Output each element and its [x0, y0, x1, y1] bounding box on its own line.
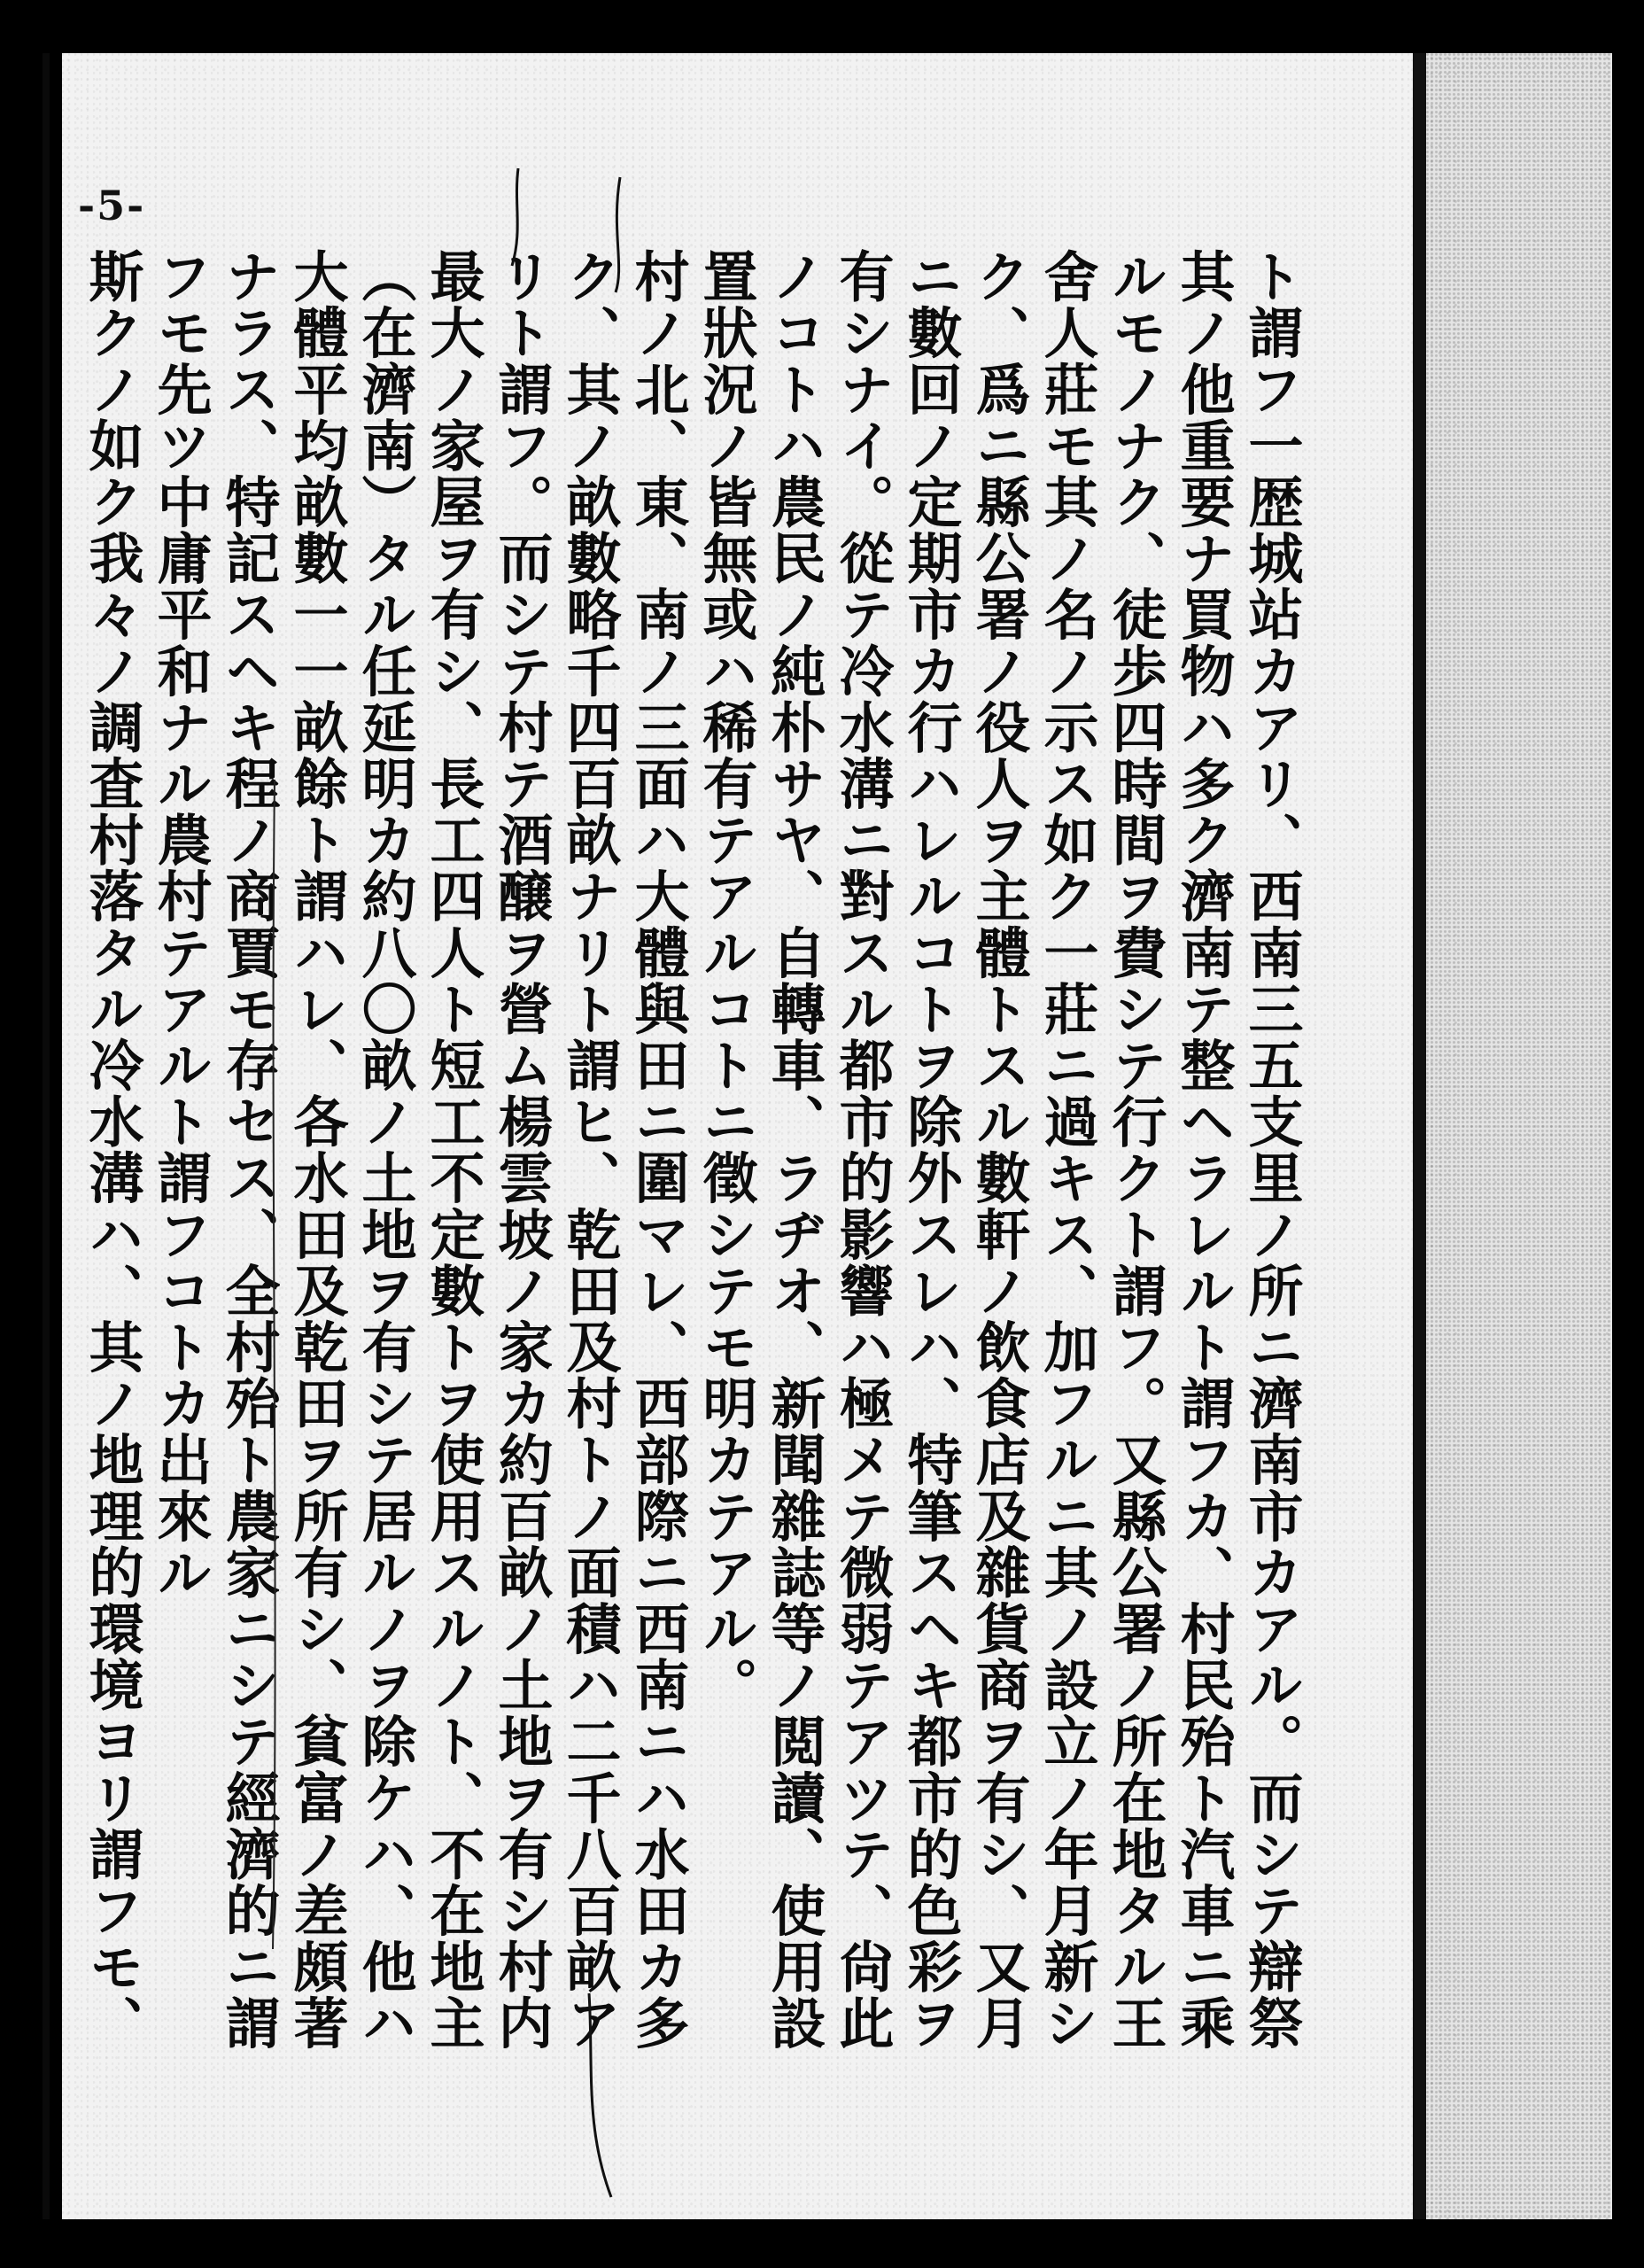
text-column-15: 大體平均畝數一一畝餘ト謂ハレ、各水田及乾田ヲ所有シ、貧富ノ差頗著 — [284, 248, 349, 2052]
text-column-18: 斯クノ如ク我々ノ調査村落タル冷水溝ハ、其ノ地理的環境ヨリ謂フモ、 — [80, 248, 144, 2052]
text-column-17: フモ先ツ中庸平和ナル農村テアルト謂フコトカ出來ル — [148, 248, 213, 1601]
text-column-3: ルモノナク、徒歩四時間ヲ費シテ行クト謂フ。又縣公署ノ所在地タル王 — [1103, 248, 1167, 2052]
text-column-10: 村ノ北、東、南ノ三面ハ大體與田ニ圍マレ、西部際ニ西南ニハ水田カ多 — [625, 248, 690, 2052]
text-column-12: リト謂フ。而シテ村テ酒醸ヲ營ム楊雲坡ノ家カ約百畝ノ土地ヲ有シ村内 — [489, 248, 554, 2052]
text-column-14: （在濟南）タル任延明カ約八〇畝ノ土地ヲ有シテ居ルノヲ除ケハ、他ハ — [353, 248, 417, 2052]
page-gutter — [1413, 53, 1426, 2219]
binding-edge — [43, 53, 50, 2219]
text-column-4: 舍人莊モ其ノ名ノ示ス如ク一莊ニ過キス、加フルニ其ノ設立ノ年月新シ — [1035, 248, 1099, 2052]
text-column-9: 置狀況ノ皆無或ハ稀有テアルコトニ徵シテモ明カテアル。 — [694, 248, 758, 1713]
adjacent-page-edge — [1426, 53, 1612, 2219]
text-column-5: ク、爲ニ縣公署ノ役人ヲ主體トスル數軒ノ飲食店及雜貨商ヲ有シ、又月 — [966, 248, 1031, 2052]
text-column-6: ニ數回ノ定期市カ行ハレルコトヲ除外スレハ、特筆スヘキ都市的色彩ヲ — [898, 248, 963, 2052]
text-column-13: 最大ノ家屋ヲ有シ、長工四人ト短工不定數トヲ使用スルノト、不在地主 — [421, 248, 485, 2052]
text-column-16: ナラス、特記スヘキ程ノ商賈モ存セス、全村殆ト農家ニシテ經濟的ニ謂 — [216, 248, 281, 2052]
page-number: -5- — [78, 182, 146, 229]
text-column-2: 其ノ他重要ナ買物ハ多ク濟南テ整ヘラレルト謂フカ、村民殆ト汽車ニ乘 — [1171, 248, 1236, 2052]
text-column-7: 有シナイ。從テ冷水溝ニ對スル都市的影響ハ極メテ微弱テアツテ、尙此 — [830, 248, 895, 2052]
text-column-1: ト謂フ一歴城站カアリ、西南三五支里ノ所ニ濟南市カアル。而シテ辯祭 — [1239, 248, 1304, 2052]
text-column-11: ク、其ノ畝數略千四百畝ナリト謂ヒ、乾田及村トノ面積ハ二千八百畝ア — [557, 248, 622, 2052]
text-column-8: ノコトハ農民ノ純朴サヤ、自轉車、ラヂオ、新聞雜誌等ノ閲讀、使用設 — [762, 248, 826, 2052]
